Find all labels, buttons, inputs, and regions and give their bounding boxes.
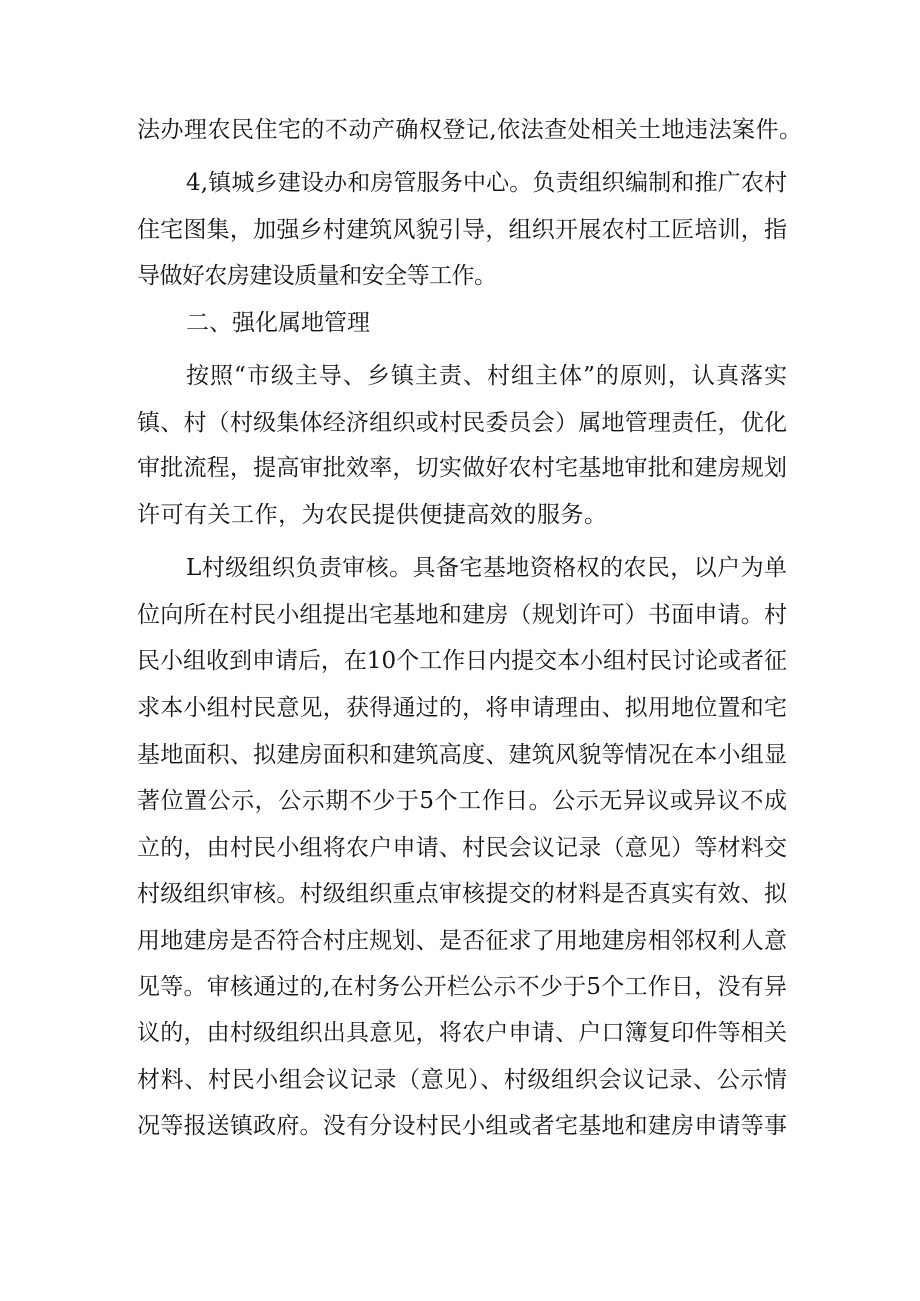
line-text: 村级组织审核。村级组织重点审核提交的材料是否真实有效、拟	[137, 881, 788, 907]
line-text: 材料、村民小组会议记录（意见）、村级组织会议记录、公示情	[137, 1067, 788, 1093]
line-text: L村级组织负责审核。具备宅基地资格权的农民，以户为单	[186, 555, 788, 581]
text-line-3	[0, 207, 920, 253]
line-text: 民小组收到申请后，在10个工作日内提交本小组村民讨论或者征	[137, 648, 787, 674]
text-line-6	[0, 353, 920, 399]
line-text: 议的，由村级组织出具意见，将农户申请、户口簿复印件等相关	[137, 1020, 788, 1046]
text-line-11	[0, 592, 920, 638]
line-text: 导做好农房建设质量和安全等工作。	[137, 263, 497, 289]
line-text: 镇、村（村级集体经济组织或村民委员会）属地管理责任，优化	[137, 410, 788, 436]
text-line-20	[0, 1010, 920, 1056]
line-text: 住宅图集，加强乡村建筑风貌引导，组织开展农村工匠培训，指	[137, 217, 788, 243]
line-text: 况等报送镇政府。没有分设村民小组或者宅基地和建房申请等事	[137, 1113, 788, 1139]
line-text: 许可有关工作，为农民提供便捷高效的服务。	[137, 502, 608, 528]
text-line-7	[0, 400, 920, 446]
line-text: 用地建房是否符合村庄规划、是否征求了用地建房相邻权利人意	[137, 928, 788, 954]
text-line-10	[0, 545, 920, 591]
text-line-4	[0, 253, 920, 299]
line-text: 见等。审核通过的,在村务公开栏公示不少于5个工作日，没有异	[137, 974, 788, 1000]
line-text: 按照“市级主导、乡镇主责、村组主体”的原则，认真落实	[186, 363, 789, 389]
text-line-9	[0, 492, 920, 538]
line-text: 求本小组村民意见，获得通过的，将申请理由、拟用地位置和宅	[137, 695, 788, 721]
text-line-15	[0, 778, 920, 824]
heading-text: 二、强化属地管理	[186, 310, 370, 336]
text-line-12	[0, 638, 920, 684]
text-line-2	[0, 160, 920, 206]
text-line-8	[0, 445, 920, 491]
text-line-17	[0, 871, 920, 917]
text-line-22	[0, 1103, 920, 1149]
line-text: 审批流程，提高审批效率，切实做好农村宅基地审批和建房规划	[137, 455, 788, 481]
line-text: 位向所在村民小组提出宅基地和建房（规划许可）书面申请。村	[137, 602, 788, 628]
line-text: 立的，由村民小组将农户申请、村民会议记录（意见）等材料交	[137, 835, 788, 861]
text-line-19	[0, 964, 920, 1010]
text-line-1	[0, 107, 920, 153]
line-text: 法办理农民住宅的不动产确权登记,依法查处相关土地违法案件。	[137, 117, 803, 143]
text-line-21	[0, 1057, 920, 1103]
line-text: 基地面积、拟建房面积和建筑高度、建筑风貌等情况在本小组显	[137, 742, 788, 768]
text-line-14	[0, 732, 920, 778]
section-heading	[0, 300, 920, 346]
line-text: 著位置公示，公示期不少于5个工作日。公示无异议或异议不成	[137, 788, 788, 814]
line-text: 4,镇城乡建设办和房管服务中心。负责组织编制和推广农村	[186, 170, 788, 196]
text-line-18	[0, 918, 920, 964]
text-line-13	[0, 685, 920, 731]
text-line-16	[0, 825, 920, 871]
